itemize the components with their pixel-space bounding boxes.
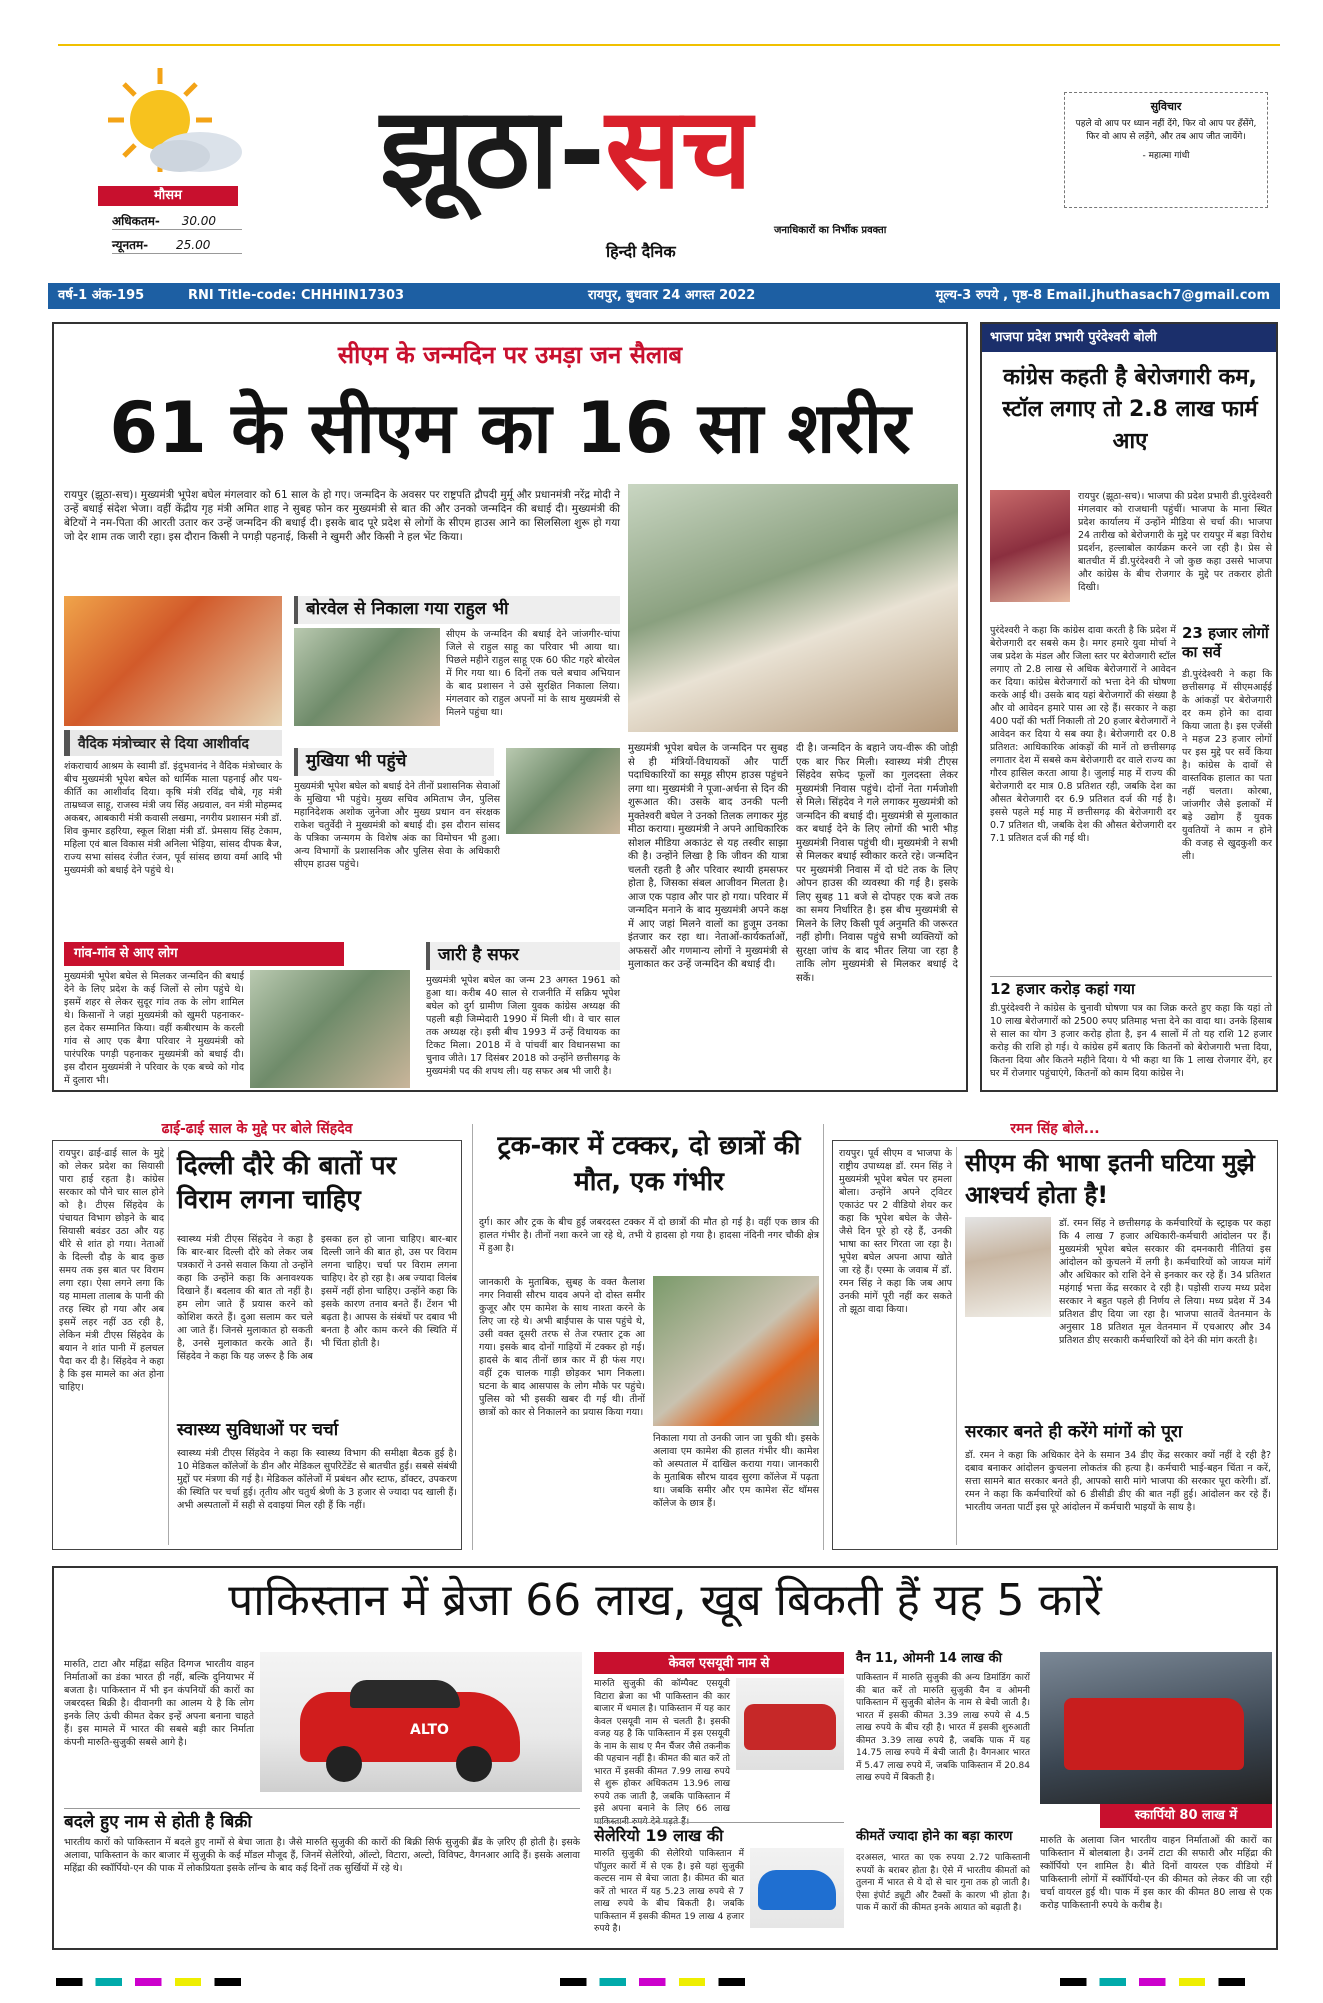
raman-sub-text: डॉ. रमन ने कहा कि अधिकार देने के समान 34 डीए केंद्र सरकार क्यों नहीं दे रही है? दबाव बनाकर आंदोलन कुचलना लोकतंत्र की हत्या है। कर्मचारी भाई-बहन चिंता न करें, सत्ता सामने बात सरकार बनते ही, आपको सारी मांगे भाजपा की सरकार पूरा करेगी। डॉ. रमन ने कहा कि कर्मचारियों को 6 डीसीडी डीए की बात नहीं हुई। आंदोलन कर रहे हैं। भारतीय जनता पार्टी इस पूरे आंदोलन में कर्मचारी भाइयों के साथ है।: [965, 1450, 1271, 1513]
raman-band: [832, 1118, 1278, 1138]
weather-label: मौसम: [98, 186, 238, 206]
singhdeo-band-label: ढाई-ढाई साल के मुद्दे पर बोले सिंहदेव: [161, 1121, 353, 1137]
raman-left: रायपुर। पूर्व सीएम व भाजपा के राष्ट्रीय उपाध्यक्ष डॉ. रमन सिंह ने मुख्यमंत्री भूपेश बघेल पर हमला बोला। उन्होंने अपने ट्विटर एकाउंट पर 2 वीडियो शेयर कर कहा कि भूपेश बघेल के जैसे-जैसे दिन पूरे हो रहे हैं, उनकी भाषा का स्तर गिरता जा रहा है। भूपेश बघेल अपना आपा खोते जा रहे हैं। एस्मा के जवाब में डॉ. रमन सिंह ने कहा कि जब आप उनकी मांगें पूरी नहीं कर सकते तो झूठा वादा किया।: [839, 1147, 957, 1545]
weather-max-label: अधिकतम-: [112, 214, 160, 228]
cars-headline: पाकिस्तान में ब्रेजा 66 लाख, खूब बिकती हैं यह 5 कारें: [228, 1575, 1102, 1626]
quote-text: पहले वो आप पर ध्यान नहीं देंगे, फिर वो आप पर हँसेंगे, फिर वो आप से लड़ेंगे, और तब आप जीत जायेंगे।: [1075, 119, 1257, 142]
side-sub2: 12 हजार करोड़ कहां गया: [990, 976, 1272, 998]
side-band: भाजपा प्रदेश प्रभारी पुरंदेश्वरी बोली: [982, 324, 1276, 352]
cars-story: [52, 1566, 1278, 1950]
side-photo-purandeswari: [990, 490, 1070, 602]
cars-sub3: सेलेरियो 19 लाख की: [594, 1822, 844, 1845]
lead-cap2-label: गांव-गांव से आए लोग: [74, 946, 178, 961]
cars-sub4: कीमतें ज्यादा होने का बड़ा कारण: [856, 1829, 1013, 1844]
accident-left: जानकारी के मुताबिक, सुबह के वक्त कैलाश नगर निवासी सौरभ यादव अपने दो दोस्त समीर कुजूर और एम कामेश के साथ नाश्ता करने के लिए जा रहे थे। अभी बाईपास के पास पहुंचे थे, उसी वक्त दूसरी तरफ से तेज रफ्तार ट्रक आ गया। इसके बाद दोनों गाड़ियों में टक्कर हो गई। हादसे के बाद तीनों छात्र कार में ही फंस गए। वहीं ट्रक चालक गाड़ी छोड़कर भाग निकला। घटना के बाद आसपास के लोग मौके पर पहुंचे। पुलिस को भी इसकी खबर दी गई थी। तीनों छात्रों को कार से निकालने का प्रयास किया गया।: [479, 1277, 645, 1418]
car-wheel-rear: [456, 1746, 492, 1782]
lead-kicker: सीएम के जन्मदिन पर उमड़ा जन सैलाब: [337, 341, 683, 369]
cars-col4: मारुति के अलावा जिन भारतीय वाहन निर्माताओं की कारों का पाकिस्तान में बोलबाला है। उनमें टाटा की सफारी और महिंद्रा की स्कॉर्पियो एन शामिल है। बीते दिनों वायरल एक वीडियो में पाकिस्तानी लोगों में स्कॉर्पियो-एन की कीमत को लेकर की जा रही चर्चा वायरल हुई थी। पाक में इस कार की कीमत 80 लाख से एक करोड़ पाकिस्तानी रुपये के करीब है।: [1040, 1835, 1272, 1911]
cars-photo-alto: [260, 1652, 582, 1792]
lead-photo-borewell: [294, 628, 440, 726]
lead-story: [52, 322, 968, 1092]
cars-col3a-text: पाकिस्तान में मारुति सुजुकी की अन्य डिमांडिंग कारों की बात करें तो मारुति सुजुकी वैन व ओमनी पाकिस्तान में सुजुकी बोलेन के नाम से बेची जाती है। भारत में इसकी कीमत 3.39 लाख रुपये से 4.5 लाख रुपये के बीच रही है। भारत में इसकी शुरुआती कीमत 3.39 लाख रुपये है, जबकि पाक में यह 14.75 लाख रुपये में बेची जाती है। वैगनआर भारत में 5.47 लाख रुपये में, जबकि पाकिस्तान में 20.84 लाख रुपये में बिकती है।: [856, 1673, 1030, 1783]
lead-cap1: वैदिक मंत्रोच्चार से दिया आशीर्वाद: [64, 730, 282, 756]
raman-photo: [965, 1217, 1051, 1317]
singhdeo-headline: दिल्ली दौरे की बातों पर विराम लगना चाहिए: [177, 1151, 397, 1215]
issue-number: वर्ष-1 अंक-195: [58, 288, 145, 303]
cars-col2: मारुति सुजुकी की कॉम्पैक्ट एसयूवी विटारा ब्रेजा का भी पाकिस्तान की कार बाजार में धमाल है। पाकिस्तान में यह कार केवल एसयूवी नाम से चलती है। इसकी वजह यह है कि पाकिस्तान में इस एसयूवी के नाम के साथ ए मैन चैंजर जैसे तकनीक की पहचान नहीं है। कीमत की बात करें तो भारत में इसकी कीमत 7.99 लाख रुपये से शुरू होकर अधिकतम 13.96 लाख रुपये तक जाती है, जबकि पाकिस्तान में इसे अपना बनाने के लिए 66 लाख पाकिस्तानी रुपये देने पड़ते हैं।: [594, 1679, 730, 1827]
singhdeo-body: स्वास्थ्य मंत्री टीएस सिंहदेव ने कहा है कि बार-बार दिल्ली दौरे को लेकर जब पत्रकारों ने उनसे सवाल किया तो उन्होंने कहा कि उन्होंने कहा कि अनावश्यक दिखाने हैं। बदलाव की बात तो नहीं है। हम लोग जाते हैं प्रयास करने को कोशिश करते हैं। दुआ सलाम कर चले आ जाते हैं। जिनसे मुलाकात हो सकती है, उनसे मुलाकात करके आते हैं। सिंहदेव ने कहा कि यह जरूर है कि अब इसका हल हो जाना चाहिए। बार-बार दिल्ली जाने की बात हो, उस पर विराम लगना चाहिए। चर्चा पर विराम लगना चाहिए। देर हो रहा है। अब ज्यादा विलंब इसमें नहीं होना चाहिए। उन्होंने कहा कि इसके कारण तनाव बनते हैं। टेंशन भी बढ़ता है। आपस के संबंधों पर दबाव भी बनता है और काम करने की स्थिति में भी चिंता होती है।: [177, 1234, 457, 1362]
bottom-reg-right: [1060, 1978, 1280, 1986]
accident-photo: [653, 1276, 819, 1426]
cars-col3a: वैन 11, ओमनी 14 लाख की: [856, 1651, 1003, 1666]
car-window-shape: [350, 1680, 460, 1708]
quote-author: - महात्मा गांधी: [1142, 151, 1190, 161]
cars-photo-scorpio: [1040, 1652, 1272, 1804]
lead-sub1-text: सीएम के जन्मदिन की बधाई देने जांजगीर-चांपा जिले से राहुल साहू का परिवार भी आया था। पिछले महीने राहुल साहू एक 60 फीट गहरे बोरवेल में गिर गया था। 6 दिनों तक चले बचाव अभियान के बाद प्रशासन ने उसे सुरक्षित निकाला लिया। मंगलवार को राहुल अपनों मां के साथ मुख्यमंत्री से मिलने पहुंचा था।: [446, 629, 620, 718]
raman-band-label: रमन सिंह बोले...: [1010, 1121, 1100, 1137]
lead-headline: 61 के सीएम का 16 सा शरीर: [109, 387, 911, 469]
cars-sub3-text: मारुति सुजुकी की सेलेरियो पाकिस्तान में पॉपुलर कारों में से एक है। इसे यहां सुजुकी कल्टस नाम से बेचा जाता है। कीमत की बात करें तो भारत में यह 5.23 लाख रुपये से 7 लाख रुपये के बीच बिकती है। जबकि पाकिस्तान में इसकी कीमत 19 लाख 4 हजार रुपये है।: [594, 1849, 744, 1934]
cars-photo-brezza: [736, 1678, 844, 1770]
accident-lead: दुर्ग। कार और ट्रक के बीच हुई जबरदस्त टक्कर में दो छात्रों की मौत हो गई है। वहीं एक छात्र की हालत गंभीर है। तीनों नशा करने जा रहे थे, तभी ये हादसा हो गया है। हादसा नंदिनी नगर चौकी क्षेत्र में हुआ है।: [479, 1217, 819, 1254]
weather-max-value: 30.00: [181, 214, 217, 228]
accident-headline: ट्रक-कार में टक्कर, दो छात्रों की मौत, एक गंभीर: [497, 1131, 801, 1197]
celerio-shape: [758, 1870, 836, 1910]
car-wheel-front: [326, 1746, 362, 1782]
brezza-shape: [744, 1704, 836, 1750]
weather-min-label: न्यूनतम-: [112, 238, 149, 252]
lead-sub2: मुखिया भी पहुंचे: [294, 748, 494, 776]
masthead-subtitle: हिन्दी दैनिक: [606, 242, 676, 261]
cars-sub1-text: भारतीय कारों को पाकिस्तान में बदले हुए नामों से बेचा जाता है। जैसे मारुति सुजुकी की कारों की बिक्री सिर्फ सुजुकी ब्रैंड के ज़रिए ही होती है। इसके अलावा, पाकिस्तान के कार बाजार में सुजुकी के कई मॉडल मौजूद हैं, जिनमें सेलेरियो, ऑल्टो, विटारा, अल्टो, विविफ्ट, वैगनआर आदि हैं। इसके अलावा महिंद्रा की स्कॉर्पियो-एन की पाक में लोकप्रियता इसके लॉन्च के बाद कई दिनों तक सुर्खियों में रहे थे।: [64, 1837, 580, 1874]
lead-sub3-text: मुख्यमंत्री भूपेश बघेल का जन्म 23 अगस्त 1961 को हुआ था। करीब 40 साल से राजनीति में सक्रिय भूपेश बघेल को दुर्ग ग्रामीण जिला युवक कांग्रेस अध्यक्ष की पहली बड़ी जिम्मेदारी 1990 में मिली थी। वे चार साल तक अध्यक्ष रहे। इसी बीच 1993 में उन्हें विधायक का टिकट मिला। 2018 में वे पांचवीं बार विधानसभा का चुनाव जीते। 17 दिसंबर 2018 को उन्होंने छत्तीसगढ़ के मुख्यमंत्री पद की शपथ ली। यह सफर अब भी जारी है।: [426, 975, 620, 1077]
lead-col2: दी है। जन्मदिन के बहाने जय-वीरू की जोड़ी एक बार फिर मिली। स्वास्थ्य मंत्री टीएस सिंहदेव सफेद फूलों का गुलदस्ता लेकर मुख्यमंत्री निवास पहुंचे। दोनों नेता गर्मजोशी से मिले। सिंहदेव ने गले लगाकर मुख्यमंत्री को जन्मदिन की बधाई दी। मुख्यमंत्री से मुलाकात कर बधाई देने के लिए लोगों की भारी भीड़ मुख्यमंत्री निवास पहुंची थी। मुख्यमंत्री ने सभी से मिलकर बधाई स्वीकार करते रहे। जन्मदिन पर मुख्यमंत्री निवास में दो घंटे तक के लिए ओपन हाउस की व्यवस्था की गई है। इसके लिए सुबह 11 बजे से दोपहर एक बजे तक का समय निर्धारित है। इस बीच मुख्यमंत्री से मिलने के लिए किसी पूर्व अनुमति की जरूरत नहीं होगी। निवास पहुंचे सभी व्यक्तियों को सुरक्षा जांच के बाद भीतर लिया जा रहा है ताकि लोग मुख्यमंत्री से मिलकर बधाई दे सकें।: [796, 743, 958, 984]
lead-photo-ritual: [64, 596, 282, 726]
top-margin: [48, 8, 1278, 14]
lead-main-photo: [628, 484, 958, 732]
lead-col1: मुख्यमंत्री भूपेश बघेल के जन्मदिन पर सुबह से ही मंत्रियों-विधायकों और पार्टी पदाधिकारियों का समूह सीएम हाउस पहुंचने लगा था। मुख्यमंत्री ने पूजा-अर्चना से दिन की शुरूआत की। उसके बाद उनकी पत्नी मुक्तेश्वरी बघेल ने उनको तिलक लगाकर मुंह मीठा कराया। मुख्यमंत्री ने अपने आधिकारिक सोशल मीडिया अकाउंट से यह तस्वीर साझा की है। उन्होंने लिखा है कि जीवन की यात्रा चलती रहती है और परिवार स्थायी हमसफर होता है, जिसका संबल आजीवन मिलता है। आज एक पड़ाव और पार हो गया। परिवार में जन्मदिन मनाने के बाद मुख्यमंत्री अपने कक्ष में आए जहां मिलने वालों का हुजूम उनका इंतजार कर रहा था। नेताओं-कार्यकर्ताओं, अफसरों और गणमान्य लोगों ने मुख्यमंत्री से मुलाकात कर उन्हें जन्मदिन की बधाई दी।: [628, 743, 788, 970]
side-headline: कांग्रेस कहती है बेरोजगारी कम, स्टॉल लगाए तो 2.8 लाख फार्म आए: [1002, 365, 1258, 454]
price-email: मूल्य-3 रुपये , पृष्ठ-8 Email.jhuthasach7@gmail.com: [935, 288, 1270, 303]
cars-sub4-text: दरअसल, भारत का एक रुपया 2.72 पाकिस्तानी रुपयों के बराबर होता है। ऐसे में भारतीय कीमतों को तुलना में भारत से ये दो से चार गुना तक हो जाती है। ऐसा इंपोर्ट ड्यूटी और टैक्सों के कारण भी होता है। पाक में कारों की कीमत इनके आयात को बढ़ाती है।: [856, 1853, 1030, 1913]
masthead-title-b: सच: [605, 83, 753, 214]
alto-label: ALTO: [410, 1722, 449, 1738]
lead-cap2-text: मुख्यमंत्री भूपेश बघेल से मिलकर जन्मदिन की बधाई देने के लिए प्रदेश के कई जिलों से लोग पहुंचे थे। इसमें शहर से लेकर सुदूर गांव तक के लोग शामिल थे। किसानों ने जहां मुख्यमंत्री को खुमरी पहनाकर-हल देकर सम्मानित किया। वहीं कबीरधाम के करली गांव से आए एक बैगा परिवार ने मुख्यमंत्री को पारंपरिक पगड़ी पहनाकर मुख्यमंत्री को बधाई दी। इस दौरान मुख्यमंत्री ने परिवार के एक बच्चे को गोद में दुलारा भी।: [64, 971, 244, 1086]
raman-headline: सीएम की भाषा इतनी घटिया मुझे आश्चर्य होता है!: [965, 1149, 1255, 1209]
side-intro: रायपुर (झूठा-सच)। भाजपा की प्रदेश प्रभारी डी.पुरंदेश्वरी मंगलवार को राजधानी पहुंचीं। भाजपा के माना स्थित प्रदेश कार्यालय में उन्होंने मीडिया से चर्चा की। भाजपा 24 तारीख को बेरोजगारी के मुद्दे पर रायपुर में बड़ा विरोध प्रदर्शन, हल्लाबोल कार्यक्रम करने जा रही है। प्रेस से बातचीत में डी.पुरंदेश्वरी ने जो कुछ कहा उससे भाजपा और कांग्रेस के बीच रोजगार के मुद्दे पर तकरार होती दिखी।: [1078, 491, 1272, 593]
rni-code: RNI Title-code: CHHHIN17303: [188, 288, 405, 303]
accident-right: निकाला गया तो उनकी जान जा चुकी थी। इसके अलावा एम कामेश की हालत गंभीर थी। कामेश को अस्पताल में दाखिल कराया गया। जानकारी के मुताबिक सौरभ यादव सुरगा कॉलेज में पढ़ता था। जबकि समीर और एम कामेश सेंट थॉमस कॉलेज के छात्र हैं।: [653, 1433, 819, 1509]
side-sub-text: डी.पुरंदेश्वरी ने कहा कि छत्तीसगढ़ में सीएमआईई के आंकड़ों पर बेरोजगारी दर कम होने का दावा किया जाता है। इस एजेंसी ने महज 23 हजार लोगों पर इस मुद्दे पर सर्वे किया है। कांग्रेस के दावों से वास्तविक हालात का पता नहीं चलता। कोरबा, जांजगीर जैसे इलाकों में बड़े उद्योग हैं युवक युवतियों ने काम न होने की वजह से खुदकुशी कर ली।: [1182, 669, 1272, 862]
scorpio-shape: [1064, 1698, 1244, 1770]
top-rule: [58, 44, 1280, 46]
quote-box: [1064, 92, 1268, 208]
singhdeo-sub: स्वास्थ्य सुविधाओं पर चर्चा: [177, 1420, 339, 1440]
singhdeo-sub-text: स्वास्थ्य मंत्री टीएस सिंहदेव ने कहा कि स्वास्थ्य विभाग की समीक्षा बैठक हुई है। 10 मेडिकल कॉलेजों के डीन और मेडिकल सुपरिटेंडेंट से बातचीत हुई। सबसे संबंधी मुद्दों पर मंत्रणा की गई है। मेडिकल कॉलेजों में प्रबंधन और स्टाफ, डॉक्टर, उपकरण की स्थिति पर चर्चा हुई। तृतीय और चतुर्थ श्रेणी के 3 हजार से ज्यादा पद खाली हैं। अभी अस्पतालों में सही से दवाइयां मिल रही हैं कि नहीं।: [177, 1448, 457, 1511]
singhdeo-band: [52, 1118, 462, 1138]
weather-min-value: 25.00: [176, 238, 211, 252]
info-bar: [48, 283, 1280, 309]
masthead-title-a: झूठा-: [380, 83, 606, 214]
bottom-reg-left: [56, 1978, 276, 1986]
cars-band2: [594, 1652, 844, 1674]
lead-sub2-text: मुख्यमंत्री भूपेश बघेल को बधाई देने तीनों प्रशासनिक सेवाओं के मुखिया भी पहुंचे। मुख्य सचिव अमिताभ जैन, पुलिस महानिदेशक अशोक जुनेजा और मुख्य प्रधान वन संरक्षक राकेश चतुर्वेदी ने मुख्यमंत्री को बधाई दी। इस दौरान सांसद के पत्रिका जन्मगम के विशेष अंक का विमोचन भी हुआ। अन्य विभागों के प्रशासनिक और पुलिस सेवा के अधिकारी सीएम हाउस पहुंचे।: [294, 781, 500, 870]
lead-sub3: जारी है सफर: [426, 942, 620, 970]
side-body: पुरंदेश्वरी ने कहा कि कांग्रेस दावा करती है कि प्रदेश में बेरोजगारी दर सबसे कम है। मगर हमारे युवा मोर्चा ने जब प्रदेश के मंडल और जिला स्तर पर बेरोजगारी स्टॉल लगाए तो 2.8 लाख से अधिक बेरोजगारों ने आवेदन कर दिया। कांग्रेस बेरोजगारों को भत्ता देने की घोषणा करके आई थी। उसके बाद यहां बेरोजगारों की संख्या है और वो आवेदन हमारे पास आ रहे हैं। सरकार ने कहा 400 पदों की भर्ती निकाली तो 20 हजार बेरोजगारों ने आवेदन कर दिया ये सब क्या है। बेरोजगारी दर 0.8 प्रतिशत: आधिकारिक आंकड़ों की मानें तो छत्तीसगढ़ लगातार देश में सबसे कम बेरोजगारी दर वाले राज्य का गौरव हासिल करता आया है। जुलाई माह में राज्य की बेरोजगारी दर मात्र 0.8 प्रतिशत रही, जबकि देश का औसत बेरोजगारी दर 6.9 प्रतिशत दर्ज की गई है। इससे पहले मई माह में छत्तीसगढ़ की बेरोजगारी दर 0.7 प्रतिशत थी, जबकि देश की औसत बेरोजगारी दर 7.1 प्रतिशत दर्ज की गई थी।: [990, 625, 1176, 844]
cars-band4-label: स्कार्पियो 80 लाख में: [1134, 1808, 1238, 1823]
lead-cap2: [64, 942, 344, 966]
lead-intro: रायपुर (झूठा-सच)। मुख्यमंत्री भूपेश बघेल मंगलवार को 61 साल के हो गए। जन्मदिन के अवसर पर राष्ट्रपति द्रौपदी मुर्मू और प्रधानमंत्री नरेंद्र मोदी ने उन्हें बधाई संदेश भेजा। वहीं केंद्रीय गृह मंत्री अमित शाह ने सुबह फोन कर मुख्यमंत्री से बात की और उनको जन्मदिन की बधाई दी। मुख्यमंत्री की बेटियों ने नम-पिता की आरती उतार कर उन्हें जन्मदिन की बधाई दी। इसके बाद पूरे प्रदेश से लोगों के सीएम हाउस आने का सिलसिला शुरू हो गया जो देर शाम तक जारी रहा। इस दौरान किसी ने पगड़ी पहनाई, किसी ने खुमरी और किसी ने हल भेंट किया।: [64, 489, 620, 543]
cars-sub1: बदले हुए नाम से होती है बिक्री: [64, 1808, 580, 1833]
lead-photo-officials: [506, 748, 620, 834]
weather-min: [112, 236, 242, 254]
weather-sun-icon: [100, 60, 250, 180]
quote-title: सुविचार: [1150, 100, 1182, 113]
masthead-tagline: जनाधिकारों का निर्भीक प्रवक्ता: [774, 225, 887, 236]
issue-date: रायपुर, बुधवार 24 अगस्त 2022: [588, 288, 756, 303]
raman-body: डॉ. रमन सिंह ने छत्तीसगढ़ के कर्मचारियों के स्ट्राइक पर कहा कि 4 लाख 7 हजार अधिकारी-कर्मचारी आंदोलन पर हैं। मुख्यमंत्री भूपेश बघेल सरकार की दमनकारी नीतियां इस आंदोलन को कुचलने में लगी है। कर्मचारियों को जायज मांगें और अधिकार को राशि देने से इनकार कर रहे हैं। 34 प्रतिशत महंगाई भत्ता केंद्र सरकार दे रही है। पड़ोसी राज्य मध्य प्रदेश सरकार ने बहुत पहले ही निर्णय ले लिया। मध्य प्रदेश में 34 प्रतिशत डीए दिया जा रहा है। भाजपा सातवें वेतनमान के अनुसार 18 प्रतिशत मूल वेतनमान में एचआरए और 34 प्रतिशत डीए सरकारी कर्मचारियों को देने की मांग करती है।: [1059, 1218, 1271, 1346]
lead-photo-villagers: [250, 970, 410, 1088]
masthead-title: [380, 84, 752, 214]
bottom-reg-mid: [560, 1978, 780, 1986]
raman-story: [832, 1140, 1278, 1550]
side-sub: 23 हजार लोगों का सर्वे: [1182, 624, 1269, 661]
accident-story: [472, 1124, 824, 1550]
cars-band4: [1100, 1804, 1272, 1828]
lead-cap1-text: शंकराचार्य आश्रम के स्वामी डॉ. इंदुभवानंद ने वैदिक मंत्रोच्चार के बीच मुख्यमंत्री भूपेश बघेल को धार्मिक माला पहनाई और पथ-कीर्ति का आशीर्वाद दिया। कृषि मंत्री रविंद्र चौबे, गृह मंत्री ताम्रध्वज साहू, राजस्व मंत्री जय सिंह अग्रवाल, वन मंत्री मोहम्मद अकबर, आबकारी मंत्री कवासी लखमा, नगरीय प्रशासन मंत्री डॉ. शिव कुमार डहरिया, स्कूल शिक्षा मंत्री डॉ. प्रेमसाय सिंह टेकाम, महिला एवं बाल विकास मंत्री अनिला भेड़िया, सांसद दीपक बैज, राज्य सभा सांसद रंजीत रंजन, पूर्व सांसद छाया वर्मा आदि भी मुख्यमंत्री को बधाई देने पहुंचे थे।: [64, 761, 282, 876]
cars-photo-celerio: [750, 1848, 844, 1928]
singhdeo-story: [52, 1140, 462, 1550]
cars-intro: मारुति, टाटा और महिंद्रा सहित दिग्गज भारतीय वाहन निर्माताओं का डंका भारत ही नहीं, बल्कि दुनियाभर में बजता है। पाकिस्तान में भी इन कंपनियों की कारों का जबरदस्त बिक्री है। दीवानगी का आलम ये है कि लोग इनके लिए ऊंची कीमत देकर इन्हें अपना बनाना चाहते हैं। इस मामले में भारत की सबसे बड़ी कार निर्माता कंपनी मारुति-सुजुकी सबसे आगे है।: [64, 1659, 254, 1748]
singhdeo-left: रायपुर। ढाई-ढाई साल के मुद्दे को लेकर प्रदेश का सियासी पारा हाई रहता है। कांग्रेस सरकार को पौने चार साल होने को है। टीएस सिंहदेव के पंचायत विभाग छोड़ने के बाद सियासी बवंडर उठा और यह धीरे से शांत हो गया। नेताओं के दिल्ली दौड़ के बाद कुछ समय तक इस बात पर विराम लगा रहा। ऐसा लगने लगा कि यह मामला तालाब के पानी की तरह स्थिर हो गया और अब इसमें लहर नहीं उठ रही है, लेकिन मंत्री टीएस सिंहदेव के बयान ने शांत पानी में हलचल पैदा कर दी है। सिंहदेव ने कहा है कि इस मामले का अंत होना चाहिए।: [59, 1147, 169, 1545]
cars-band2-label: केवल एसयूवी नाम से: [668, 1656, 770, 1671]
raman-sub: सरकार बनते ही करेंगे मांगों को पूरा: [965, 1422, 1183, 1442]
side-sub2-text: डी.पुरंदेश्वरी ने कांग्रेस के चुनावी घोषणा पत्र का जिक्र करते हुए कहा कि यहां तो 10 लाख बेरोजगारों को 2500 रुपए प्रतिमाह भत्ता देने का वादा था। उनके हिसाब से साल का योग 3 हजार करोड़ होता है, इन 4 सालों में तो यह राशि 12 हजार करोड़ की राशि हो गई। ये कांग्रेस हमें बताए कि कितनों को बेरोजगारी भत्ता दिया, कितना दिया और कितने महीने दिया। ये भी कहा था कि 1 लाख रोजगार देंगे, हर घर में रोजगार पहुंचाएंगे, कितनों को काम दिया कांग्रेस ने।: [990, 1003, 1272, 1079]
weather-max: [112, 212, 242, 230]
side-story: [980, 322, 1278, 1092]
lead-sub1: बोरवेल से निकाला गया राहुल भी: [294, 596, 620, 624]
